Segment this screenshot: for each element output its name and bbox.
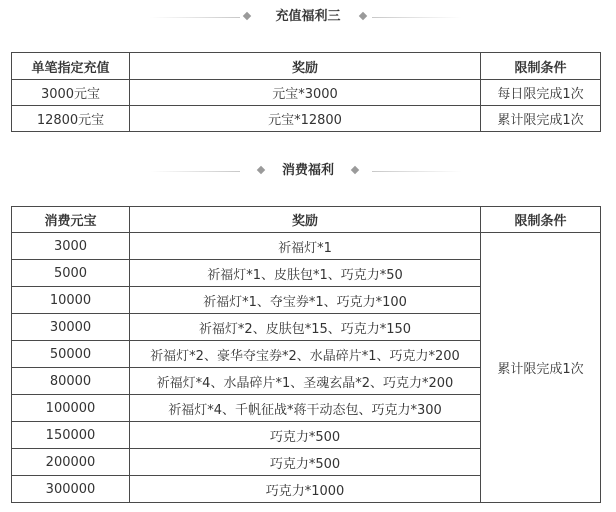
divider-line-right [372, 17, 462, 18]
column-header: 限制条件 [481, 207, 601, 233]
section-header-consumption [0, 160, 616, 182]
divider-line-left [150, 17, 240, 18]
table-cell: 巧克力*500 [130, 449, 481, 476]
table-cell: 5000 [12, 260, 130, 287]
consumption-table [11, 206, 601, 503]
table-cell: 祈福灯*4、水晶碎片*1、圣魂玄晶*2、巧克力*200 [130, 368, 481, 395]
table-cell: 祈福灯*1 [130, 233, 481, 260]
table-cell: 祈福灯*1、皮肤包*1、巧克力*50 [130, 260, 481, 287]
divider-line-right [372, 171, 462, 172]
table-cell: 每日限完成1次 [481, 80, 601, 106]
diamond-icon [351, 166, 359, 174]
table-cell: 元宝*3000 [130, 80, 481, 106]
limit-cell: 累计限完成1次 [481, 233, 601, 503]
section-title-recharge: 充值福利三 [275, 9, 341, 24]
table-cell: 50000 [12, 341, 130, 368]
table-cell: 祈福灯*2、皮肤包*15、巧克力*150 [130, 314, 481, 341]
table-cell: 祈福灯*2、豪华夺宝券*2、水晶碎片*1、巧克力*200 [130, 341, 481, 368]
table-header-row [12, 207, 601, 233]
table-cell: 累计限完成1次 [481, 106, 601, 132]
table-row [12, 80, 601, 106]
table-cell: 3000元宝 [12, 80, 130, 106]
table-cell: 巧克力*500 [130, 422, 481, 449]
recharge-table [11, 52, 601, 132]
column-header: 奖励 [130, 53, 481, 80]
table-cell: 祈福灯*1、夺宝券*1、巧克力*100 [130, 287, 481, 314]
diamond-icon [359, 12, 367, 20]
column-header: 限制条件 [481, 53, 601, 80]
table-row [12, 106, 601, 132]
table-cell: 元宝*12800 [130, 106, 481, 132]
table-cell: 3000 [12, 233, 130, 260]
diamond-icon [257, 166, 265, 174]
column-header: 奖励 [130, 207, 481, 233]
table-cell: 150000 [12, 422, 130, 449]
table-cell: 200000 [12, 449, 130, 476]
table-cell: 祈福灯*4、千帆征战*蒋干动态包、巧克力*300 [130, 395, 481, 422]
divider-line-left [150, 171, 240, 172]
column-header: 消费元宝 [12, 207, 130, 233]
table-cell: 100000 [12, 395, 130, 422]
section-title-consumption: 消费福利 [281, 163, 334, 178]
table-cell: 巧克力*1000 [130, 476, 481, 503]
table-cell: 80000 [12, 368, 130, 395]
table-cell: 300000 [12, 476, 130, 503]
column-header: 单笔指定充值 [12, 53, 130, 80]
table-cell: 30000 [12, 314, 130, 341]
table-cell: 10000 [12, 287, 130, 314]
table-row [12, 233, 601, 260]
diamond-icon [243, 12, 251, 20]
table-cell: 12800元宝 [12, 106, 130, 132]
section-header-recharge [0, 6, 616, 28]
table-header-row [12, 53, 601, 80]
